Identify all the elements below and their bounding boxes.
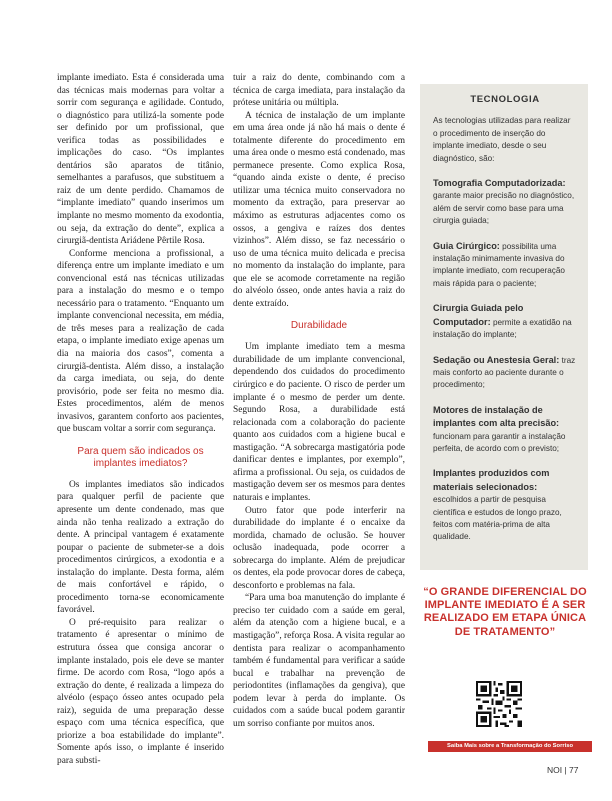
technology-sidebar: [420, 84, 588, 570]
article-column-1: [57, 72, 224, 767]
sidebar-item-desc: funcionam para garantir a instalação perfeita, de acordo com o previsto;: [433, 431, 566, 453]
paragraph: Os implantes imediatos são indicados para qualquer perfil de paciente que apresente um dente condenado, mas que ainda não tenha realizado a extração do dente. A principal vantagem é exatamente poupar o paciente de submeter-se a dois procedimentos cirúrgicos, a exodontia e a instalação do implante. Desta forma, além de mais confortável e rápido, o procedimento torna-se economicamente favorável.: [57, 479, 224, 616]
sidebar-item-term: Implantes produzidos com materiais selecionados:: [433, 468, 550, 492]
paragraph: “Para uma boa manutenção do implante é preciso ter cuidado com a saúde em geral, além da atenção com a higiene bucal, e a mastigação”, reforça Rosa. A visita regular ao dentista para realizar o acompanhamento também é fundamental para verificar a saúde bucal e trabalhar na prevenção de periodontites (inflamações da gengiva), que podem levar à perda do implante. Os cuidados com a saúde bucal podem garantir um sorriso confiante por muitos anos.: [233, 593, 405, 729]
page-number: NOI | 77: [547, 765, 579, 775]
sidebar-intro: As tecnologias utilizadas para realizar o procedimento de inserção do implante imediato, desde o seu diagnóstico, são:: [433, 116, 571, 163]
paragraph: A técnica de instalação de um implante em uma área onde já não há mais o dente é totalmente diferente do procedimento em uma área onde o mesmo está condenado, mas permanece presente. Como explica Rosa, “quando ainda existe o dente, é preciso utilizar uma técnica muito conservadora no momento da extração, para preservar ao máximo as estruturas adjacentes como os ossos, a gengiva e raízes dos dentes vizinhos”. Além disso, se faz necessário o uso de uma técnica muito delicada e precisa no momento da instalação do implante, para que ele se acomode corretamente na região do alvéolo ósseo, onde antes havia a raiz do dente extraído.: [233, 110, 405, 309]
qr-code-icon[interactable]: [476, 681, 522, 727]
qr-caption: Saiba Mais sobre a Transformação do Sorriso: [428, 741, 592, 752]
sidebar-item-desc: escolhidos a partir de pesquisa científica e estudos de longo prazo, feitos com matéria-prima de alta qualidade.: [433, 495, 562, 542]
paragraph: Um implante imediato tem a mesma durabilidade de um implante convencional, dependendo dos cuidados do procedimento cirúrgico e do paciente. O risco de perder um implante é o mesmo de perder um dente. Segundo Rosa, a durabilidade está relacionada com a colaboração do paciente quanto aos cuidados com a higiene bucal e mastigação. “A sobrecarga mastigatória pode danificar dentes e implantes, por exemplo”, afirma a profissional. Ou seja, os cuidados de mastigação devem ser os mesmos para dentes naturais e implantes.: [233, 342, 405, 503]
sidebar-item-desc: traz mais conforto ao paciente durante o procedimento;: [433, 355, 576, 390]
sidebar-item-term: Guia Cirúrgico:: [433, 240, 500, 251]
sidebar-item: [433, 302, 577, 341]
paragraph: tuir a raiz do dente, combinando com a técnica de carga imediata, para instalação da prótese unitária ou múltipla.: [233, 73, 405, 109]
sidebar-item: [433, 404, 577, 456]
sidebar-item-term: Sedação ou Anestesia Geral:: [433, 354, 560, 365]
article-column-2: [233, 72, 405, 730]
sidebar-title: TECNOLOGIA: [470, 94, 540, 105]
sidebar-item-term: Motores de instalação de implantes com alta precisão:: [433, 404, 560, 429]
sidebar-item: [433, 240, 577, 291]
sidebar-item: [433, 177, 577, 228]
paragraph: O pré-requisito para realizar o tratamento é apresentar o mínimo de estrutura óssea que consiga ancorar o implante instalado, pois ele deve se manter firme. De acordo com Rosa, “logo após a extração do dente, é realizada a limpeza do alvéolo (espaço ósseo antes ocupado pela raiz), seguida de uma preparação desse espaço com uma técnica específica, que priorize a boa estabilidade do implante”. Somente após isso, o implante é inserido para substi-: [57, 617, 224, 766]
sidebar-item-desc: garante maior precisão no diagnóstico, além de servir como base para uma cirurgia guiada;: [433, 191, 575, 226]
sidebar-item-desc: permite a exatidão na instalação do implante;: [433, 317, 572, 340]
paragraph: implante imediato. Esta é considerada uma das técnicas mais modernas para voltar a sorrir com segurança e agilidade. Contudo, o diagnóstico para utilizá-la somente pode ser definido por um profissional, que verifica todas as possibilidades e implicações do caso. “Os implantes dentários são aparatos de titânio, semelhantes a parafusos, que substituem a raiz de um dente perdido. Chamamos de “implante imediato” quando inserimos um implante no mesmo momento da exodontia, ou seja, da extração do dente”, explica a cirurgiã-dentista Ariádene Pêrtile Rosa.: [57, 73, 224, 247]
section-heading-indicacoes: Para quem são indicados os implantes imediatos?: [77, 445, 204, 469]
section-heading-durabilidade: Durabilidade: [290, 320, 348, 332]
sidebar-item-term: Tomografia Computadorizada:: [433, 178, 566, 189]
pull-quote: “O GRANDE DIFERENCIAL DO IMPLANTE IMEDIATO É A SER REALIZADO EM ETAPA ÚNICA DE TRATAMENTO”: [423, 586, 587, 638]
paragraph: Outro fator que pode interferir na durabilidade do implante é o encaixe da mordida, chamado de oclusão. Se houver oclusão inadequada, pode ocorrer a sobrecarga do implante. Além de prejudicar os dentes, ela pode provocar dores de cabeça, desconforto e problemas na fala.: [233, 505, 405, 591]
sidebar-item-term: Cirurgia Guiada pelo Computador:: [433, 303, 524, 327]
sidebar-item: [433, 354, 577, 392]
paragraph: Conforme menciona a profissional, a diferença entre um implante imediato e um convencional está nas técnicas utilizadas para a instalação do mesmo e o tempo necessário para o tratamento. “Enquanto um implante convencional necessita, em média, de três meses para a realização de cada etapa, o implante imediato exige apenas um dia na maioria dos casos”, comenta a cirurgiã-dentista. Além disso, a instalação da carga imediata, ou seja, do dente provisório, pode ser feita no mesmo dia. Estes procedimentos, além de menos invasivos, garantem conforto aos pacientes, que buscam voltar a sorrir com segurança.: [57, 248, 224, 435]
sidebar-item-desc: possibilita uma instalação minimamente invasiva do implante imediato, com recuperação mais rápida para o paciente;: [433, 241, 565, 288]
sidebar-item: [433, 467, 577, 543]
